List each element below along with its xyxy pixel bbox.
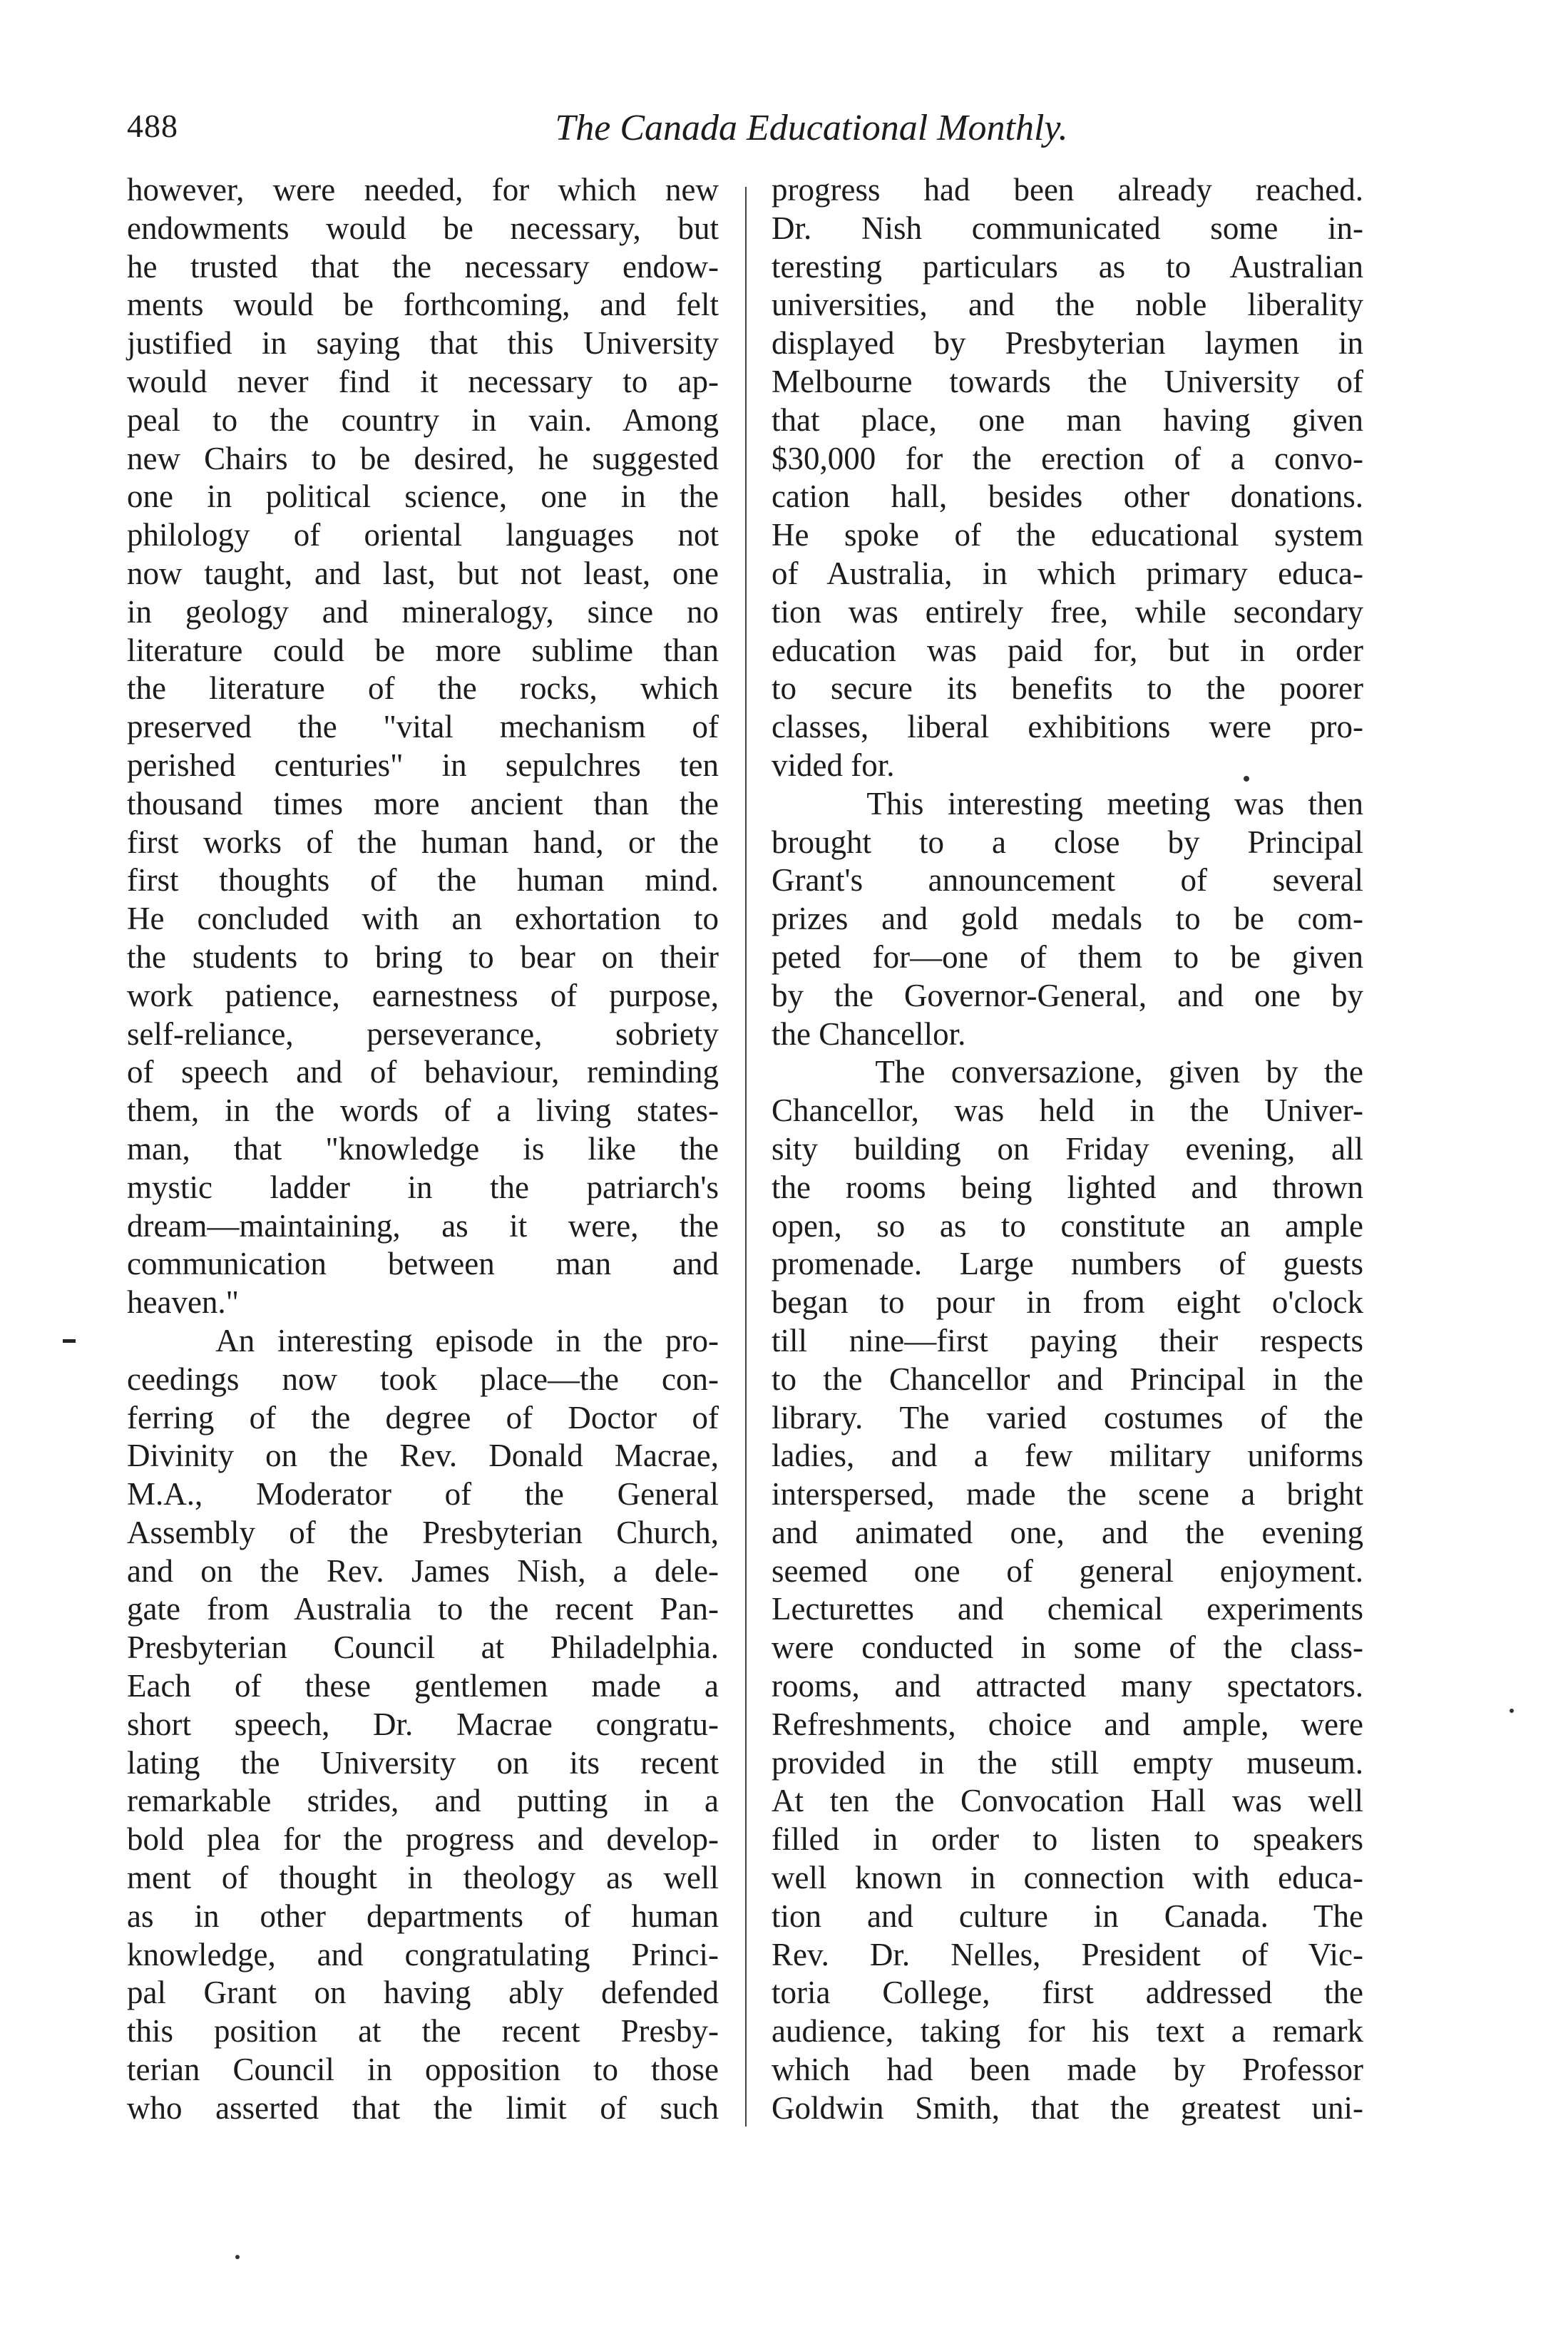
paragraph-end-line: heaven." <box>127 1284 240 1321</box>
text-line: and animated one, and the evening <box>772 1514 1363 1550</box>
text-line: ceedings now took place—the con- <box>127 1361 719 1397</box>
text-line: new Chairs to be desired, he suggested <box>127 440 719 476</box>
text-line: He concluded with an exhortation to <box>127 901 719 937</box>
text-line: well known in connection with educa- <box>772 1860 1363 1896</box>
text-line: peted for—one of them to be given <box>772 938 1363 975</box>
text-line: which had been made by Professor <box>772 2052 1363 2088</box>
text-line: however, were needed, for which new <box>127 172 719 208</box>
text-line: communication between man and <box>127 1246 719 1282</box>
ink-speck <box>235 2255 240 2259</box>
text-line: of speech and of behaviour, reminding <box>127 1054 719 1090</box>
text-line: seemed one of general enjoyment. <box>772 1552 1363 1589</box>
text-line: ladies, and a few military uniforms <box>772 1438 1363 1474</box>
text-line: toria College, first addressed the <box>772 1975 1363 2011</box>
text-line: justified in saying that this University <box>127 325 719 362</box>
text-line: library. The varied costumes of the <box>772 1399 1363 1436</box>
text-line: promenade. Large numbers of guests <box>772 1246 1363 1282</box>
paragraph-start-line: The conversazione, given by the <box>772 1054 1363 1090</box>
text-line: M.A., Moderator of the General <box>127 1476 719 1513</box>
text-line: self-reliance, perseverance, sobriety <box>127 1015 719 1052</box>
text-line: progress had been already reached. <box>772 172 1363 208</box>
text-line: Each of these gentlemen made a <box>127 1668 719 1704</box>
text-line: terian Council in opposition to those <box>127 2052 719 2088</box>
text-line: philology of oriental languages not <box>127 517 719 553</box>
text-line: pal Grant on having ably defended <box>127 1975 719 2011</box>
text-line: provided in the still empty museum. <box>772 1744 1363 1781</box>
text-line: peal to the country in vain. Among <box>127 401 719 438</box>
paragraph-end-line: vided for. <box>772 747 895 783</box>
text-line: by the Governor-General, and one by <box>772 977 1363 1013</box>
text-line: to the Chancellor and Principal in the <box>772 1361 1363 1397</box>
text-line: open, so as to constitute an ample <box>772 1207 1363 1244</box>
text-line: tion was entirely free, while secondary <box>772 593 1363 630</box>
text-line: he trusted that the necessary endow- <box>127 248 719 285</box>
text-line: Dr. Nish communicated some in- <box>772 210 1363 246</box>
text-line: Refreshments, choice and ample, were <box>772 1706 1363 1742</box>
text-line: of Australia, in which primary educa- <box>772 555 1363 591</box>
text-line: classes, liberal exhibitions were pro- <box>772 709 1363 745</box>
text-line: He spoke of the educational system <box>772 517 1363 553</box>
text-line: this position at the recent Presby- <box>127 2013 719 2049</box>
text-line: Lecturettes and chemical experiments <box>772 1591 1363 1627</box>
text-line: rooms, and attracted many spectators. <box>772 1668 1363 1704</box>
paragraph-end-line: the Chancellor. <box>772 1015 966 1052</box>
text-line: universities, and the noble liberality <box>772 287 1363 323</box>
text-line: ment of thought in theology as well <box>127 1860 719 1896</box>
ink-speck <box>1244 776 1249 782</box>
text-line: Divinity on the Rev. Donald Macrae, <box>127 1438 719 1474</box>
text-line: Grant's announcement of several <box>772 862 1363 899</box>
text-line: the students to bring to bear on their <box>127 938 719 975</box>
left-column <box>127 171 719 2128</box>
text-line: work patience, earnestness of purpose, <box>127 977 719 1013</box>
text-line: displayed by Presbyterian laymen in <box>772 325 1363 362</box>
text-line: cation hall, besides other donations. <box>772 478 1363 515</box>
text-line: mystic ladder in the patriarch's <box>127 1169 719 1205</box>
text-line: ferring of the degree of Doctor of <box>127 1399 719 1436</box>
text-line: At ten the Convocation Hall was well <box>772 1783 1363 1819</box>
text-line: preserved the "vital mechanism of <box>127 709 719 745</box>
text-line: them, in the words of a living states- <box>127 1092 719 1129</box>
text-line: one in political science, one in the <box>127 478 719 515</box>
text-line: the rooms being lighted and thrown <box>772 1169 1363 1205</box>
text-line: audience, taking for his text a remark <box>772 2013 1363 2049</box>
column-rule <box>745 187 747 2127</box>
text-line: Presbyterian Council at Philadelphia. <box>127 1629 719 1666</box>
text-line: as in other departments of human <box>127 1898 719 1934</box>
text-line: Melbourne towards the University of <box>772 363 1363 399</box>
text-line: remarkable strides, and putting in a <box>127 1783 719 1819</box>
text-line: $30,000 for the erection of a convo- <box>772 440 1363 476</box>
text-line: till nine—first paying their respects <box>772 1322 1363 1358</box>
text-line: began to pour in from eight o'clock <box>772 1284 1363 1321</box>
text-line: brought to a close by Principal <box>772 824 1363 860</box>
text-line: and on the Rev. James Nish, a dele- <box>127 1552 719 1589</box>
text-line: knowledge, and congratulating Princi- <box>127 1936 719 1972</box>
text-line: Assembly of the Presbyterian Church, <box>127 1514 719 1550</box>
text-line: ments would be forthcoming, and felt <box>127 287 719 323</box>
text-line: to secure its benefits to the poorer <box>772 670 1363 707</box>
paragraph-start-line: This interesting meeting was then <box>772 785 1363 822</box>
text-line: perished centuries" in sepulchres ten <box>127 747 719 783</box>
text-line: lating the University on its recent <box>127 1744 719 1781</box>
text-line: Goldwin Smith, that the greatest uni- <box>772 2089 1363 2126</box>
text-line: thousand times more ancient than the <box>127 785 719 822</box>
text-line: man, that "knowledge is like the <box>127 1130 719 1167</box>
text-line: filled in order to listen to speakers <box>772 1821 1363 1858</box>
text-line: now taught, and last, but not least, one <box>127 555 719 591</box>
right-column <box>772 171 1363 2128</box>
text-line: interspersed, made the scene a bright <box>772 1476 1363 1513</box>
text-line: the literature of the rocks, which <box>127 670 719 707</box>
text-line: gate from Australia to the recent Pan- <box>127 1591 719 1627</box>
text-line: first thoughts of the human mind. <box>127 862 719 899</box>
text-line: that place, one man having given <box>772 401 1363 438</box>
text-line: Rev. Dr. Nelles, President of Vic- <box>772 1936 1363 1972</box>
text-line: would never find it necessary to ap- <box>127 363 719 399</box>
text-line: tion and culture in Canada. The <box>772 1898 1363 1934</box>
text-line: dream—maintaining, as it were, the <box>127 1207 719 1244</box>
text-line: prizes and gold medals to be com- <box>772 901 1363 937</box>
text-line: bold plea for the progress and develop- <box>127 1821 719 1858</box>
text-line: teresting particulars as to Australian <box>772 248 1363 285</box>
text-line: Chancellor, was held in the Univer- <box>772 1092 1363 1129</box>
text-line: endowments would be necessary, but <box>127 210 719 246</box>
text-line: were conducted in some of the class- <box>772 1629 1363 1666</box>
text-line: sity building on Friday evening, all <box>772 1130 1363 1167</box>
text-line: literature could be more sublime than <box>127 632 719 668</box>
page-header <box>127 107 1467 157</box>
running-title: The Canada Educational Monthly. <box>555 108 1068 148</box>
text-line: education was paid for, but in order <box>772 632 1363 668</box>
text-line: first works of the human hand, or the <box>127 824 719 860</box>
text-line: who asserted that the limit of such <box>127 2089 719 2126</box>
margin-mark <box>63 1339 76 1343</box>
ink-speck <box>1510 1709 1514 1713</box>
page-number: 488 <box>127 108 178 144</box>
text-line: short speech, Dr. Macrae congratu- <box>127 1706 719 1742</box>
text-line: in geology and mineralogy, since no <box>127 593 719 630</box>
paragraph-start-line: An interesting episode in the pro- <box>127 1322 719 1358</box>
